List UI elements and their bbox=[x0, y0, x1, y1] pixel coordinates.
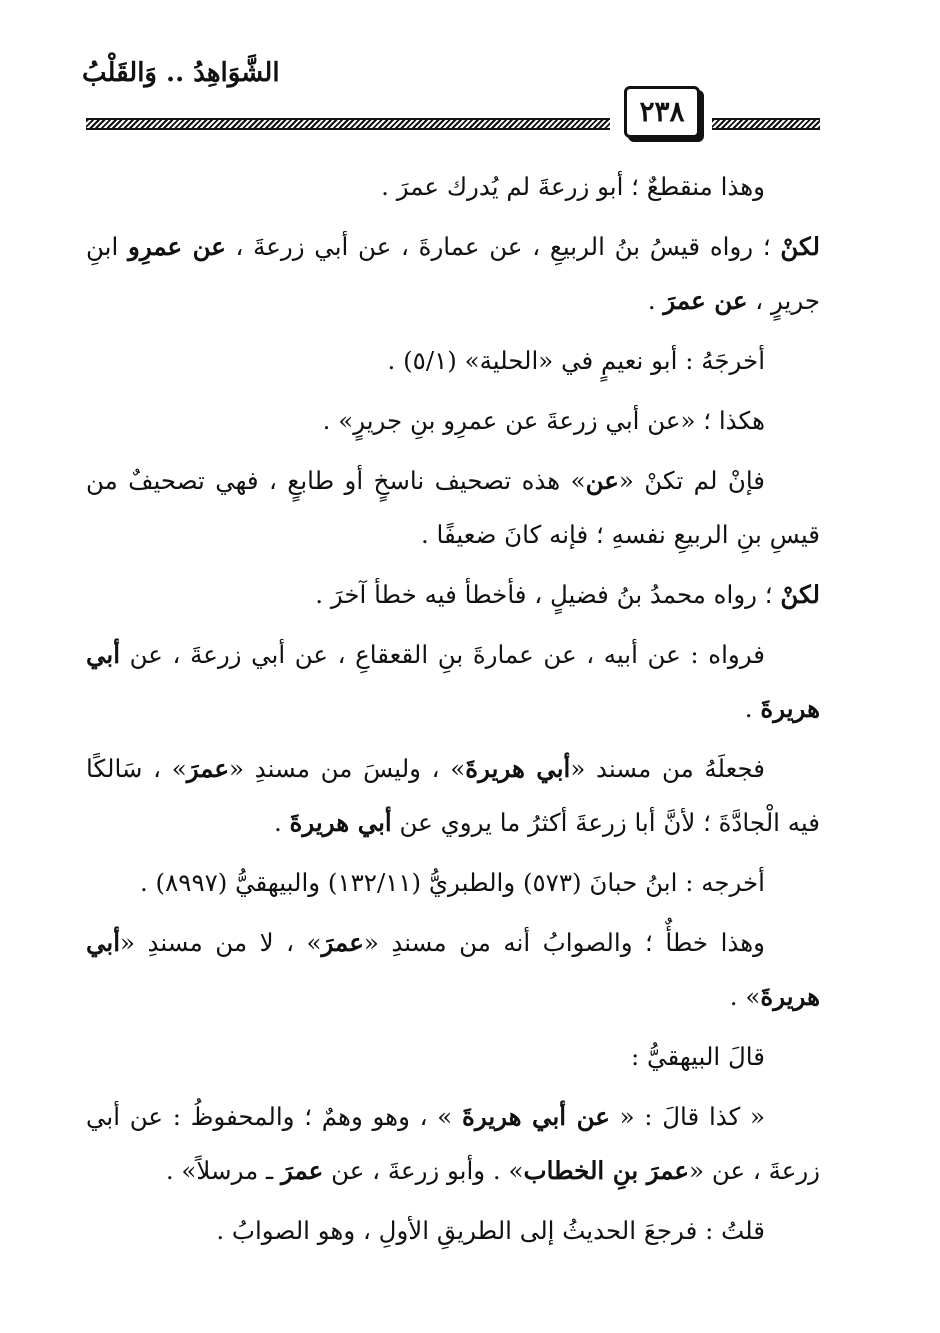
header-rule-left bbox=[86, 118, 610, 130]
bold-text-segment: لكنْ bbox=[780, 580, 820, 609]
text-segment: ـ مرسلاً» . bbox=[165, 1156, 281, 1185]
text-segment: هكذا ؛ «عن أبي زرعةَ عن عمرِو بنِ جريرٍ» . bbox=[322, 406, 765, 435]
text-segment: قلتُ : فرجعَ الحديثُ إلى الطريقِ الأولِ ، وهو الصوابُ . bbox=[216, 1216, 765, 1245]
text-segment: وهذا منقطعٌ ؛ أبو زرعةَ لم يُدرك عمرَ . bbox=[381, 172, 765, 201]
paragraph bbox=[86, 1204, 820, 1258]
paragraph bbox=[86, 334, 820, 388]
bold-text-segment: عمرَ بنِ الخطاب bbox=[523, 1156, 690, 1185]
header-rule-right bbox=[712, 118, 820, 130]
paragraph bbox=[86, 568, 820, 622]
running-title: الشَّوَاهِدُ .. وَالقَلْبُ bbox=[82, 58, 280, 88]
paragraph bbox=[86, 856, 820, 910]
paragraph bbox=[86, 220, 820, 328]
text-segment: وهذا خطأٌ ؛ والصوابُ أنه من مسندِ « bbox=[363, 928, 766, 957]
text-segment: قالَ البيهقيُّ : bbox=[631, 1042, 765, 1071]
text-segment: » . bbox=[729, 982, 761, 1011]
text-segment: » . وأبو زرعةَ ، عن bbox=[323, 1156, 524, 1185]
text-segment: فرواه : عن أبيه ، عن عمارةَ بنِ القعقاعِ ، عن أبي زرعةَ ، عن bbox=[120, 640, 765, 669]
paragraph bbox=[86, 1090, 820, 1198]
paragraph bbox=[86, 742, 820, 850]
bold-text-segment: لكنْ bbox=[780, 232, 820, 261]
paragraph bbox=[86, 160, 820, 214]
text-segment: أخرجه : ابنُ حبانَ (٥٧٣) والطبريُّ (١٣٢/١١) والبيهقيُّ (٨٩٩٧) . bbox=[139, 868, 765, 897]
bold-text-segment: عمرَ bbox=[280, 1156, 324, 1185]
bold-text-segment: أبي هريرةَ bbox=[86, 640, 820, 723]
text-segment: » ، وهو وهمٌ ؛ والمحفوظُ : عن أبي زرعةَ ، عن « bbox=[86, 1102, 820, 1185]
bold-text-segment: أبي هريرةَ bbox=[465, 754, 571, 783]
text-segment: فجعلَهُ من مسند « bbox=[570, 754, 765, 783]
bold-text-segment: عن عمرِو bbox=[127, 232, 226, 261]
bold-text-segment: أبي هريرةَ bbox=[86, 928, 820, 1011]
text-segment: أخرجَهُ : أبو نعيمٍ في «الحلية» (٥/١) . bbox=[387, 346, 765, 375]
text-segment: » ، سَالكًا فيه الْجادَّةَ ؛ لأنَّ أبا زرعةَ أكثرُ ما يروي عن bbox=[86, 754, 820, 837]
paragraph bbox=[86, 916, 820, 1024]
text-segment: فإنْ لم تكنْ « bbox=[618, 466, 765, 495]
text-segment: ؛ رواه قيسُ بنُ الربيعِ ، عن عمارةَ ، عن أبي زرعةَ ، bbox=[225, 232, 781, 261]
text-segment: » ، لا من مسندِ « bbox=[120, 928, 322, 957]
bold-text-segment: عمرَ bbox=[186, 754, 230, 783]
paragraph bbox=[86, 454, 820, 562]
text-segment: » ، وليسَ من مسندِ « bbox=[229, 754, 466, 783]
bold-text-segment: أبي هريرةَ bbox=[289, 808, 392, 837]
text-segment: » هذه تصحيف ناسخٍ أو طابعٍ ، فهي تصحيفٌ من قيسِ بنِ الربيعِ نفسهِ ؛ فإنه كانَ ضعيفًا . bbox=[86, 466, 820, 549]
text-segment: . bbox=[647, 286, 664, 315]
paragraph bbox=[86, 394, 820, 448]
bold-text-segment: عن bbox=[585, 466, 619, 495]
bold-text-segment: عن عمرَ bbox=[663, 286, 748, 315]
text-segment: « كذا قالَ : « bbox=[609, 1102, 765, 1131]
text-segment: . bbox=[744, 694, 761, 723]
bold-text-segment: عن أبي هريرةَ bbox=[461, 1102, 610, 1131]
text-segment: ؛ رواه محمدُ بنُ فضيلٍ ، فأخطأ فيه خطأ آخرَ . bbox=[315, 580, 781, 609]
page-body-text bbox=[86, 160, 820, 1264]
paragraph bbox=[86, 1030, 820, 1084]
text-segment: ابنِ جريرٍ ، bbox=[86, 232, 820, 315]
bold-text-segment: عمرَ bbox=[321, 928, 364, 957]
paragraph bbox=[86, 628, 820, 736]
page-number: ٢٣٨ bbox=[624, 86, 700, 138]
text-segment: . bbox=[273, 808, 290, 837]
